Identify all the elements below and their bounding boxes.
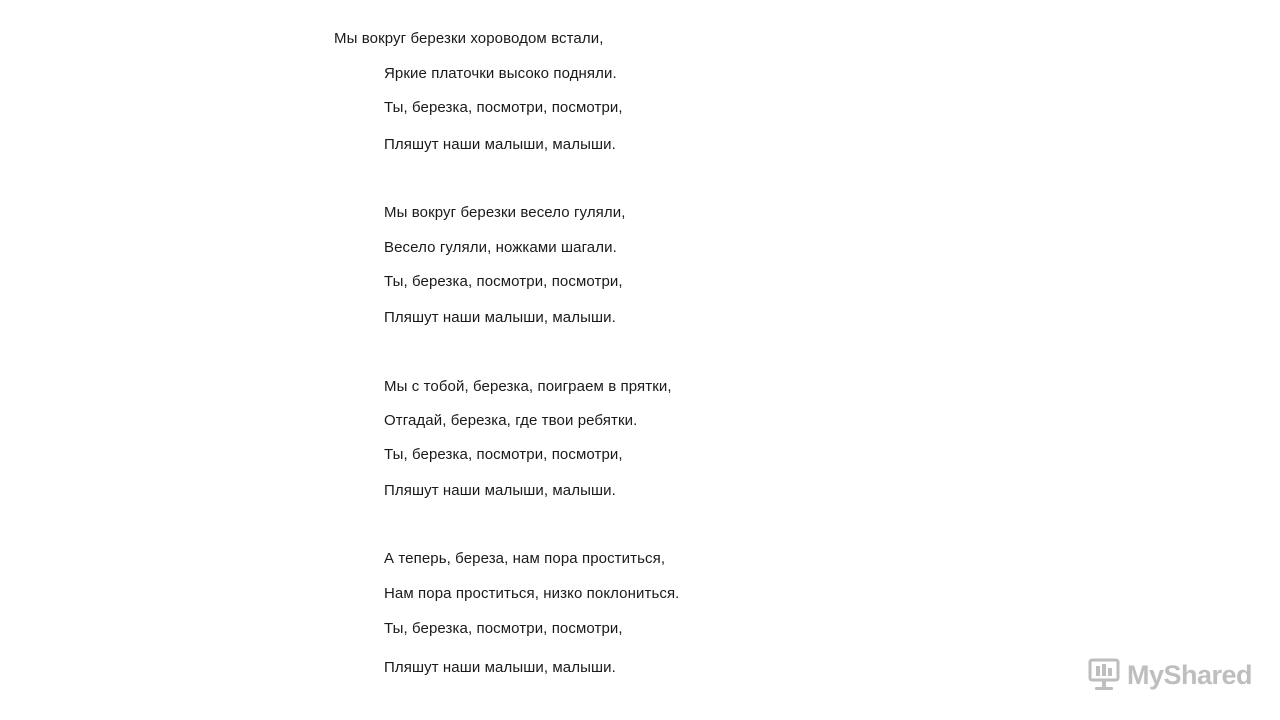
poem-line: Отгадай, березка, где твои ребятки.: [384, 412, 638, 429]
poem-line: Пляшут наши малыши, малыши.: [384, 136, 616, 153]
poem-line: Весело гуляли, ножками шагали.: [384, 239, 617, 256]
poem-line: Нам пора проститься, низко поклониться.: [384, 585, 680, 602]
poem-line: Яркие платочки высоко подняли.: [384, 65, 617, 82]
poem-line: Ты, березка, посмотри, посмотри,: [384, 99, 623, 116]
poem-line: Ты, березка, посмотри, посмотри,: [384, 620, 623, 637]
poem-line: Мы вокруг березки хороводом встали,: [334, 30, 604, 47]
poem-line: Мы с тобой, березка, поиграем в прятки,: [384, 378, 672, 395]
poem-line: А теперь, береза, нам пора проститься,: [384, 550, 666, 567]
watermark-text: MyShared: [1127, 659, 1253, 690]
myshared-watermark[interactable]: [1087, 655, 1252, 695]
poem-line: Ты, березка, посмотри, посмотри,: [384, 446, 623, 463]
poem-line: Ты, березка, посмотри, посмотри,: [384, 273, 623, 290]
poem-line: Мы вокруг березки весело гуляли,: [384, 204, 626, 221]
poem-line: Пляшут наши малыши, малыши.: [384, 659, 616, 676]
myshared-logo-icon: [1087, 657, 1121, 693]
poem-line: Пляшут наши малыши, малыши.: [384, 309, 616, 326]
poem-line: Пляшут наши малыши, малыши.: [384, 482, 616, 499]
